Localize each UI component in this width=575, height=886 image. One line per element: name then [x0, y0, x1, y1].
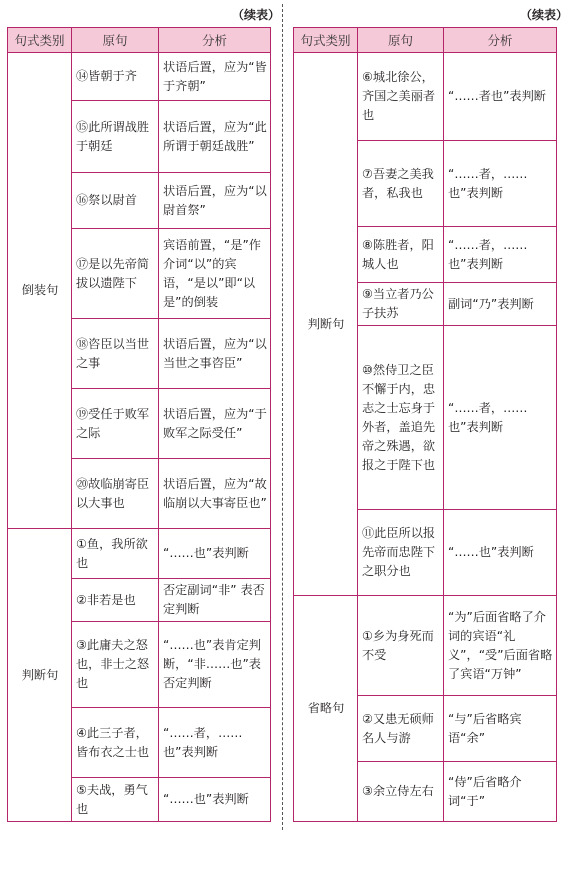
header-sentence: 原句 [72, 28, 159, 53]
analysis-cell: 宾语前置，“是”作介词“以”的宾语，“是以”即“以是”的倒装 [159, 229, 271, 319]
header-category: 句式类别 [8, 28, 72, 53]
analysis-cell: 状语后置，应为“此所谓于朝廷战胜” [159, 101, 271, 173]
sentence-cell: ⑰是以先帝简拔以遗陛下 [72, 229, 159, 319]
analysis-cell: “侍”后省略介词“于” [444, 762, 557, 822]
header-analysis: 分析 [444, 28, 557, 53]
sentence-cell: ⑯祭以尉首 [72, 173, 159, 229]
analysis-cell: 状语后置，应为“皆于齐朝” [159, 53, 271, 101]
table-row [294, 596, 557, 696]
sentence-cell: ⑭皆朝于齐 [72, 53, 159, 101]
table-row [294, 53, 557, 141]
analysis-cell: 状语后置，应为“故临崩以大事寄臣也” [159, 459, 271, 529]
analysis-cell: “……者，……也”表判断 [159, 708, 271, 778]
sentence-cell: ⑩然侍卫之臣不懈于内，忠志之士忘身于外者，盖追先帝之殊遇，欲报之于陛下也 [358, 326, 444, 510]
sentence-cell: ⑱咨臣以当世之事 [72, 319, 159, 389]
analysis-cell: “……者，……也”表判断 [444, 326, 557, 510]
sentence-cell: ⑨当立者乃公子扶苏 [358, 283, 444, 326]
sentence-cell: ⑳故临崩寄臣以大事也 [72, 459, 159, 529]
analysis-cell: 状语后置，应为“以当世之事咨臣” [159, 319, 271, 389]
analysis-cell: 副词“乃”表判断 [444, 283, 557, 326]
analysis-cell: “为”后面省略了介词的宾语“礼义”，“受”后面省略了宾语“万钟” [444, 596, 557, 696]
table-row [8, 53, 271, 101]
continued-label-left: （续表） [232, 8, 281, 22]
sentence-cell: ⑤夫战，勇气也 [72, 778, 159, 822]
category-cell: 倒装句 [8, 53, 72, 529]
sentence-cell: ③余立侍左右 [358, 762, 444, 822]
category-cell: 判断句 [8, 529, 72, 822]
analysis-cell: 状语后置，应为“于败军之际受任” [159, 389, 271, 459]
category-cell: 判断句 [294, 53, 358, 596]
header-analysis: 分析 [159, 28, 271, 53]
column-divider [282, 4, 283, 830]
sentence-cell: ①鱼，我所欲也 [72, 529, 159, 579]
table-header-row [294, 28, 557, 53]
analysis-cell: “……者，……也”表判断 [444, 227, 557, 283]
analysis-cell: “……也”表判断 [159, 778, 271, 822]
category-cell: 省略句 [294, 596, 358, 822]
sentence-cell: ④此三子者，皆布衣之士也 [72, 708, 159, 778]
sentence-cell: ⑥城北徐公，齐国之美丽者也 [358, 53, 444, 141]
left-table [7, 27, 271, 822]
sentence-cell: ⑲受任于败军之际 [72, 389, 159, 459]
analysis-cell: “……者也”表判断 [444, 53, 557, 141]
analysis-cell: “与”后省略宾语“余” [444, 696, 557, 762]
sentence-cell: ⑪此臣所以报先帝而忠陛下之职分也 [358, 510, 444, 596]
header-category: 句式类别 [294, 28, 358, 53]
sentence-cell: ⑦吾妻之美我者，私我也 [358, 141, 444, 227]
sentence-cell: ⑧陈胜者，阳城人也 [358, 227, 444, 283]
sentence-cell: ②又患无硕师名人与游 [358, 696, 444, 762]
sentence-cell: ②非若是也 [72, 579, 159, 622]
header-sentence: 原句 [358, 28, 444, 53]
sentence-cell: ①乡为身死而不受 [358, 596, 444, 696]
analysis-cell: “……也”表肯定判断，“非……也”表否定判断 [159, 622, 271, 708]
continued-label-right: （续表） [520, 8, 569, 22]
analysis-cell: 否定副词“非” 表否定判断 [159, 579, 271, 622]
analysis-cell: “……也”表判断 [159, 529, 271, 579]
sentence-cell: ⑮此所谓战胜于朝廷 [72, 101, 159, 173]
analysis-cell: 状语后置，应为“以尉首祭” [159, 173, 271, 229]
sentence-cell: ③此庸夫之怒也，非士之怒也 [72, 622, 159, 708]
right-table [293, 27, 557, 822]
table-row [8, 529, 271, 579]
table-header-row [8, 28, 271, 53]
analysis-cell: “……者，……也”表判断 [444, 141, 557, 227]
analysis-cell: “……也”表判断 [444, 510, 557, 596]
